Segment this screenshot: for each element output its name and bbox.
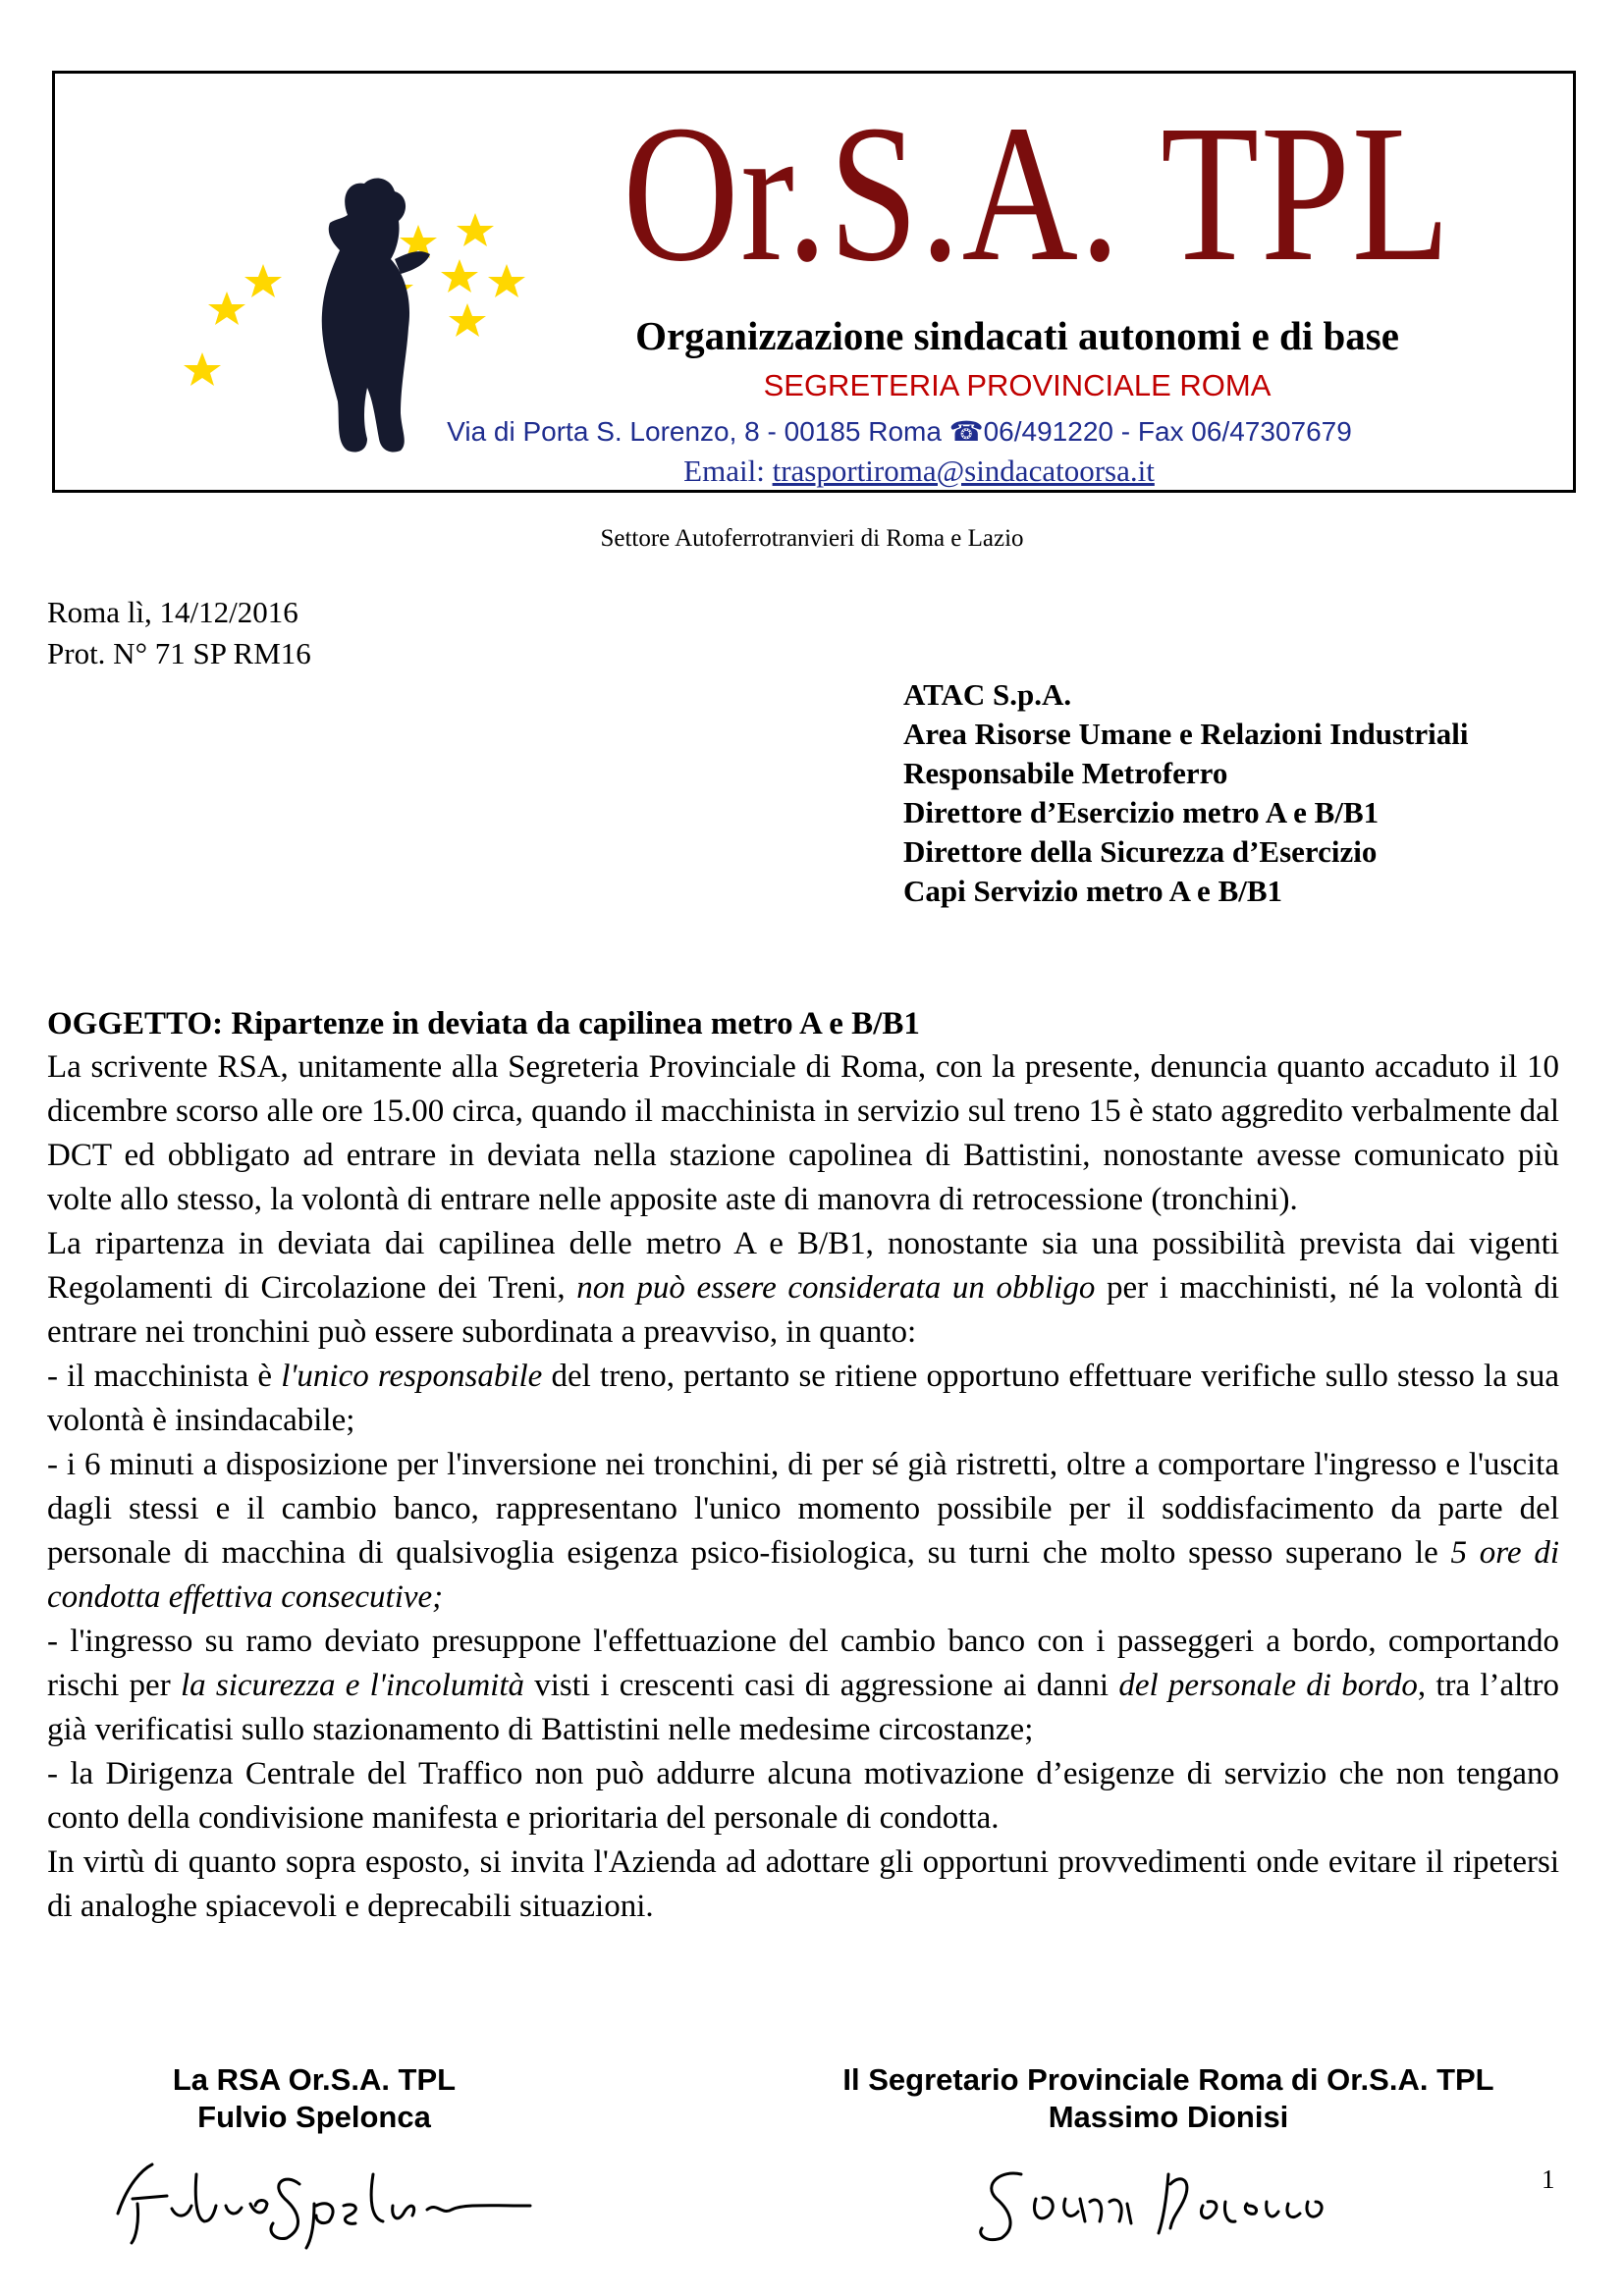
recipient-item: ATAC S.p.A. xyxy=(903,677,1072,712)
email-line xyxy=(477,454,1361,489)
letterhead xyxy=(52,71,1576,493)
organization-name: Organizzazione sindacati autonomi e di base xyxy=(635,313,1399,358)
recipient-item: Capi Servizio metro A e B/B1 xyxy=(903,874,1283,908)
star-icon xyxy=(441,259,478,293)
signature-block-segretario xyxy=(785,2061,1551,2136)
handwritten-signature-left-icon xyxy=(98,2145,560,2253)
recipient-item: Direttore d’Esercizio metro A e B/B1 xyxy=(903,795,1380,829)
signature-title: La RSA Or.S.A. TPL xyxy=(172,2062,457,2097)
recipient-item: Direttore della Sicurezza d’Esercizio xyxy=(903,834,1378,869)
signature-block-rsa xyxy=(108,2061,520,2136)
contact-address: Via di Porta S. Lorenzo, 8 - 00185 Roma ☎06/491220 - Fax 06/47307679 xyxy=(447,416,1352,447)
star-icon xyxy=(184,352,221,386)
star-icon xyxy=(457,213,494,246)
signature-name: Massimo Dionisi xyxy=(1048,2100,1289,2134)
body-paragraph: La scrivente RSA, unitamente alla Segreteria Provinciale di Roma, con la presente, denuncia quanto accaduto il 10 dicembre scorso alle ore 15.00 circa, quando il macchinista in servizio sul treno 15 è stato aggredito verbalmente dal DCT ed obbligato ad entrare in deviata nella stazione capolinea di Battistini, nonostante avesse comunicato più volte allo stesso, la volontà di entrare nelle apposite aste di manovra di retrocessione (tronchini). xyxy=(47,1049,1559,1217)
bullet-item: - la Dirigenza Centrale del Traffico non può addurre alcuna motivazione d’esigenze di servizio che non tengano conto della condivisione manifesta e prioritaria del personale di condotta. xyxy=(47,1756,1559,1836)
brand-title: Or.S.A. TPL xyxy=(623,85,1452,302)
date-block xyxy=(47,592,311,674)
sector-line: Settore Autoferrotranvieri di Roma e Lazio xyxy=(600,525,1024,552)
bullet-item: - il macchinista è l'unico responsabile del treno, pertanto se ritiene opportuno effettuare verifiche sullo stesso la sua volontà è insindacabile; xyxy=(47,1359,1560,1438)
page-number: 1 xyxy=(1542,2164,1555,2194)
recipient-item: Responsabile Metroferro xyxy=(903,756,1228,790)
email-label: Email: xyxy=(683,454,765,488)
recipient-item: Area Risorse Umane e Relazioni Industriali xyxy=(903,717,1469,751)
signature-name: Fulvio Spelonca xyxy=(197,2100,431,2134)
email-link[interactable]: trasportiroma@sindacatoorsa.it xyxy=(772,454,1155,488)
segreteria-label: SEGRETERIA PROVINCIALE ROMA xyxy=(763,368,1272,402)
star-icon xyxy=(449,303,486,337)
star-icon xyxy=(208,292,245,325)
body-paragraph: La ripartenza in deviata dai capilinea delle metro A e B/B1, nonostante sia una possibilità prevista dai vigenti Regolamenti di Circolazione dei Treni, non può essere considerata un obbligo per i macchinisti, né la volontà di entrare nei tronchini può essere subordinata a preavviso, in quanto: xyxy=(47,1226,1559,1350)
letter-body xyxy=(47,1045,1559,1929)
closing-paragraph: In virtù di quanto sopra esposto, si invita l'Azienda ad adottare gli opportuni provvedimenti onde evitare il ripetersi di analoghe spiacevoli e deprecabili situazioni. xyxy=(47,1844,1559,1924)
recipients-list xyxy=(903,675,1468,911)
date-line: Roma lì, 14/12/2016 xyxy=(47,595,298,629)
star-icon xyxy=(244,264,282,297)
bullet-item: - i 6 minuti a disposizione per l'inversione nei tronchini, di per sé già ristretti, oltre a comportare l'ingresso e l'uscita dagli stessi e il cambio banco, rappresentano l'unico momento possibile per il soddisfacimento da parte del personale di macchina di qualsivoglia esigenza psico-fisiologica, su turni che molto spesso superano le 5 ore di condotta effettiva consecutive; xyxy=(47,1447,1560,1615)
signature-title: Il Segretario Provinciale Roma di Or.S.A. TPL xyxy=(842,2062,1494,2097)
handwritten-signature-right-icon xyxy=(962,2145,1384,2253)
protocol-number: Prot. N° 71 SP RM16 xyxy=(47,636,311,670)
star-icon xyxy=(488,264,525,297)
bullet-item: - l'ingresso su ramo deviato presuppone l'effettuazione del cambio banco con i passeggeri a bordo, comportando rischi per la sicurezza e l'incolumità visti i crescenti casi di aggressione ai danni del personale di bordo, tra l’altro già verificatisi sullo stazionamento di Battistini nelle medesime circostanze; xyxy=(47,1624,1560,1747)
subject-line: OGGETTO: Ripartenze in deviata da capilinea metro A e B/B1 xyxy=(47,1006,920,1041)
